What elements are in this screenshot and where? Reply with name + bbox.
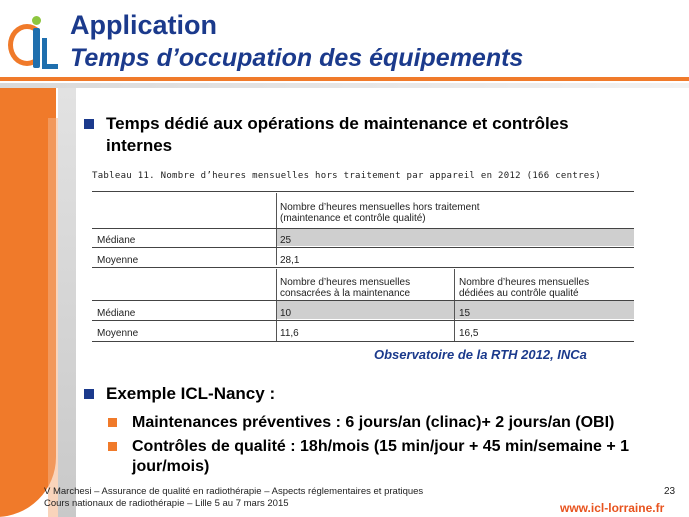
bullet-square-icon: [84, 119, 94, 129]
sub-bullet-2-line1: Contrôles de qualité : 18h/mois (15 min/jour + 45 min/semaine + 1: [132, 438, 630, 455]
table-cell: 16,5: [459, 328, 479, 339]
table-bottom-rule: [92, 341, 634, 342]
slide-title: Application: [70, 10, 217, 40]
table-cell: 25: [280, 235, 292, 246]
column-separator: [454, 269, 455, 341]
left-decorative-band: [0, 88, 78, 517]
sub-bullet-square-icon: [108, 442, 117, 451]
logo-l-foot: [42, 64, 58, 69]
footer-line2: Cours nationaux de radiothérapie – Lille 5 au 7 mars 2015: [44, 498, 289, 509]
grey-band: [58, 88, 76, 517]
table-header-cell: dédiées au contrôle qualité: [459, 288, 579, 299]
bullet1-line1: Temps dédié aux opérations de maintenance et contrôles: [106, 114, 569, 133]
bullet-square-icon: [84, 389, 94, 399]
bullet1-line2: internes: [106, 136, 173, 155]
shaded-row: [276, 301, 634, 319]
table-rule: [92, 267, 634, 268]
shaded-row: [276, 229, 634, 246]
table-cell: 28,1: [280, 255, 300, 266]
table-cell: 15: [459, 308, 471, 319]
table-row-label: Moyenne: [97, 328, 139, 339]
slide-subtitle: Temps d’occupation des équipements: [70, 44, 524, 72]
column-separator: [276, 193, 277, 265]
sub-bullet-2-line2: jour/mois): [132, 458, 210, 475]
sub-bullet-1: Maintenances préventives : 6 jours/an (clinac)+ 2 jours/an (OBI): [132, 414, 615, 431]
table-header-cell: Nombre d’heures mensuelles: [280, 277, 411, 288]
sub-bullet-square-icon: [108, 418, 117, 427]
footer-line1: V Marchesi – Assurance de qualité en radiothérapie – Aspects réglementaires et pratiques: [44, 486, 424, 497]
table-header-cell: (maintenance et contrôle qualité): [280, 213, 426, 224]
table-top-rule: [92, 191, 634, 192]
page-number: 23: [664, 486, 676, 497]
table-cell: 10: [280, 308, 292, 319]
table-row-label: Moyenne: [97, 255, 139, 266]
header-shadow: [0, 83, 689, 88]
table-header-cell: Nombre d’heures mensuelles: [459, 277, 590, 288]
table-rule: [92, 228, 634, 229]
table-rule: [92, 300, 634, 301]
table-header-cell: consacrées à la maintenance: [280, 288, 411, 299]
footer: [44, 486, 423, 510]
table-header-cell: Nombre d’heures mensuelles hors traitement: [280, 202, 480, 213]
icl-logo: [6, 8, 62, 70]
logo-arc: [8, 24, 46, 66]
table-caption: Tableau 11. Nombre d’heures mensuelles hors traitement par appareil en 2012 (166 centres): [92, 171, 601, 181]
website-link[interactable]: www.icl-lorraine.fr: [560, 501, 665, 515]
table-row-label: Médiane: [97, 308, 136, 319]
source-citation: Observatoire de la RTH 2012, INCa: [374, 347, 587, 362]
table-row-label: Médiane: [97, 235, 136, 246]
table-rule: [92, 320, 634, 321]
column-separator: [276, 269, 277, 341]
table-rule: [92, 247, 634, 248]
table-cell: 11,6: [280, 328, 299, 339]
header-divider: [0, 77, 689, 81]
logo-i: [33, 28, 40, 68]
logo-dot: [32, 16, 41, 25]
bullet2-text: Exemple ICL-Nancy :: [106, 384, 276, 403]
